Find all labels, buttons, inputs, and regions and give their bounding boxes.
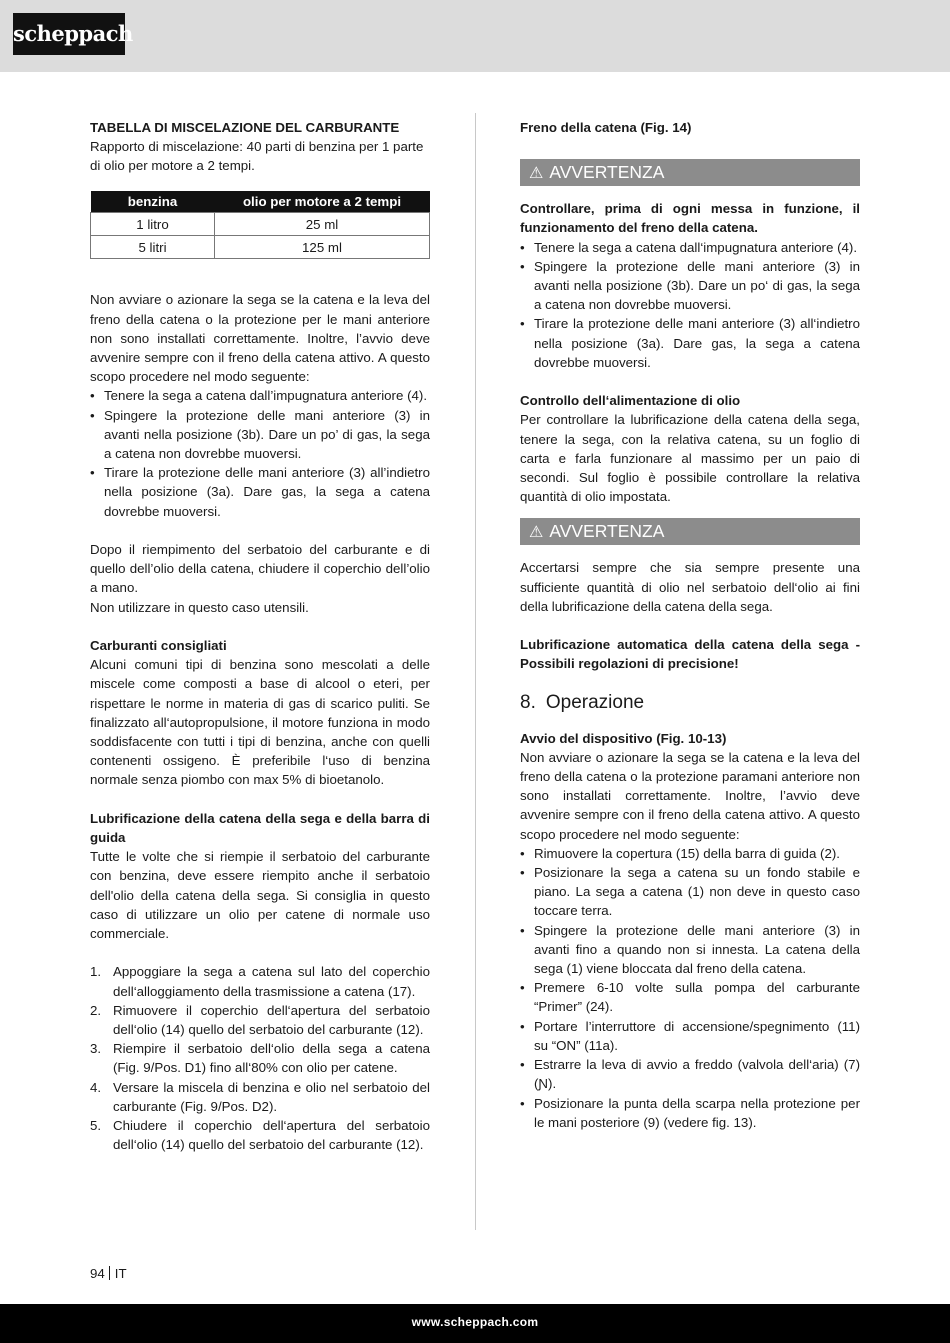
list-item: 3. Riempire il serbatoio dell‘olio della sega a catena (Fig. 9/Pos. D1) fino all‘80% con olio per catene.	[90, 1041, 430, 1076]
column-divider	[475, 113, 476, 1230]
list-item: • Spingere la protezione delle mani anteriore (3) in avanti fino a quando non si innesta. La catena della sega (1) viene bloccata dal freno della catena.	[520, 921, 860, 979]
start-device-paragraph: Non avviare o azionare la sega se la catena e la leva del freno della catena o la protezione paramani anteriore non sono installati correttamente. Inoltre, l’avvio deve avvenire sempre con il freno della catena attivo. A questo scopo procedere nel modo seguente:	[520, 749, 860, 842]
oil-supply-paragraph: Per controllare la lubrificazione della catena della sega, tenere la sega, con la relativa catena, su un foglio di carta e farla funzionare al massimo per un paio di secondi. Sul foglio è possibile controllare la relativa quantità di olio impostata.	[520, 412, 860, 505]
warning-banner	[520, 518, 860, 545]
table-cell: 125 ml	[215, 236, 430, 259]
warning-label: AVVERTENZA	[549, 162, 665, 183]
warning-banner	[520, 159, 860, 186]
list-item: • Posizionare la sega a catena su un fondo stabile e piano. La sega a catena (1) non deve in questo caso toccare terra.	[520, 863, 860, 921]
brake-steps-list	[90, 386, 430, 520]
list-item: 2. Rimuovere il coperchio dell‘apertura del serbatoio dell‘olio (14) quello del serbatoio del carburante (12).	[90, 1002, 430, 1037]
table-row	[91, 213, 430, 236]
auto-lubrication-note: Lubrificazione automatica della catena della sega - Possibili regolazioni di precisione!	[520, 637, 860, 672]
table-header-petrol: benzina	[91, 191, 215, 213]
table-cell: 1 litro	[91, 213, 215, 236]
list-item: • Spingere la protezione delle mani anteriore (3) in avanti nella posizione (3b). Dare un po‘ di gas, la sega a catena non dovrebbe muoversi.	[520, 257, 860, 315]
mix-table-title: TABELLA DI MISCELAZIONE DEL CARBURANTE	[90, 120, 400, 135]
list-item: • Rimuovere la copertura (15) della barra di guida (2).	[520, 844, 860, 863]
list-item: • Posizionare la punta della scarpa nella protezione per le mani posteriore (9) (vedere fig. 13).	[520, 1094, 860, 1132]
warning-triangle-icon: ⚠	[529, 524, 544, 542]
table-row	[91, 236, 430, 259]
warning-label: AVVERTENZA	[549, 521, 665, 542]
lubrication-heading: Lubrificazione della catena della sega e della barra di guida	[90, 810, 430, 845]
right-column	[520, 118, 860, 1132]
page-number-value: 94	[90, 1266, 105, 1281]
oil-supply-heading: Controllo dell‘alimentazione di olio	[520, 393, 741, 409]
table-header-oil: olio per motore a 2 tempi	[215, 191, 430, 213]
mix-table	[90, 191, 430, 260]
list-item: 1. Appoggiare la sega a catena sul lato del coperchio dell‘alloggiamento della trasmissione a catena (17).	[90, 964, 430, 999]
list-item: • Estrarre la leva di avvio a freddo (valvola dell‘aria) (7) (Ɲ).	[520, 1055, 860, 1093]
brand-logo: scheppach	[13, 13, 125, 55]
list-item: 5. Chiudere il coperchio dell‘apertura del serbatoio dell‘olio (14) quello del serbatoio del carburante (12).	[90, 1117, 430, 1153]
mix-ratio-text: Rapporto di miscelazione: 40 parti di benzina per 1 parte di olio per motore a 2 tempi.	[90, 139, 424, 174]
fuels-heading: Carburanti consigliati	[90, 637, 227, 653]
table-cell: 25 ml	[215, 213, 430, 236]
list-item: 4. Versare la miscela di benzina e olio nel serbatoio del carburante (Fig. 9/Pos. D2).	[90, 1079, 430, 1114]
list-item: • Tirare la protezione delle mani anteriore (3) all’indietro nella posizione (3a). Dare gas, la sega a catena dovrebbe muoversi.	[90, 463, 430, 521]
list-item: • Premere 6-10 volte sulla pompa del carburante “Primer” (24).	[520, 978, 860, 1016]
lubrication-paragraph: Tutte le volte che si riempie il serbatoio del carburante con benzina, deve essere riempito anche il serbatoio dell'olio della catena della sega. Si consiglia in questo caso di utilizzare un olio per catene di normale uso commerciale.	[90, 849, 430, 941]
warning-triangle-icon: ⚠	[529, 165, 544, 183]
footer-bar	[0, 1304, 950, 1343]
filling-steps-list	[90, 962, 430, 1154]
chain-brake-heading: Freno della catena (Fig. 14)	[520, 120, 692, 135]
left-column	[90, 118, 430, 1154]
list-item: • Tenere la sega a catena dall’impugnatura anteriore (4).	[90, 386, 430, 405]
section-heading	[520, 691, 860, 715]
page-number	[90, 1265, 127, 1283]
fuels-paragraph: Alcuni comuni tipi di benzina sono mescolati a delle miscele come composti a base di alcool o eteri, per rispettare le norme in materia di gas di scarico puliti. Se finalizzato all‘autopropulsione, il motore funziona in modo soddisfacente con tutti i tipi di benzina, anche con quelli contenenti ossigeno. È preferibile l‘uso di benzina normale senza piombo con max 5% di bioetanolo.	[90, 657, 430, 788]
list-item: • Tirare la protezione delle mani anteriore (3) all‘indietro nella posizione (3a). Dare gas, la sega a catena dovrebbe muoversi.	[520, 314, 860, 372]
list-item: • Portare l’interruttore di accensione/spegnimento (11) su “ON” (11a).	[520, 1017, 860, 1055]
refill-paragraph-2: Non utilizzare in questo caso utensili.	[90, 599, 309, 615]
page-separator	[109, 1266, 110, 1280]
start-warning-paragraph: Non avviare o azionare la sega se la catena e la leva del freno della catena o la protezione per le mani anteriore non sono installati correttamente. Inoltre, l’avvio deve avvenire sempre con il freno della catena attivo. A questo scopo procedere nel modo seguente:	[90, 292, 430, 385]
language-code: IT	[114, 1266, 127, 1281]
refill-paragraph: Dopo il riempimento del serbatoio del carburante e di quello dell’olio della catena, chiudere il coperchio dell’olio a mano.	[90, 541, 430, 596]
section-number: 8.	[520, 691, 536, 713]
header-bar	[0, 0, 950, 72]
table-cell: 5 litri	[91, 236, 215, 259]
brake-check-text: Controllare, prima di ogni messa in funzione, il funzionamento del freno della catena.	[520, 201, 860, 236]
start-device-heading: Avvio del dispositivo (Fig. 10-13)	[520, 730, 727, 746]
section-title: Operazione	[545, 691, 645, 713]
website-link[interactable]: www.scheppach.com	[411, 1315, 539, 1329]
start-steps-list	[520, 844, 860, 1132]
list-item: • Spingere la protezione delle mani anteriore (3) in avanti nella posizione (3b). Dare un po’ di gas, la sega a catena non dovrebbe muoversi.	[90, 406, 430, 464]
oil-warning-paragraph: Accertarsi sempre che sia sempre presente una sufficiente quantità di olio nel serbatoio dell‘olio ai fini della lubrificazione della catena della sega.	[520, 560, 860, 614]
brake-check-list	[520, 238, 860, 372]
list-item: • Tenere la sega a catena dall‘impugnatura anteriore (4).	[520, 238, 860, 257]
table-header-row	[91, 191, 430, 213]
